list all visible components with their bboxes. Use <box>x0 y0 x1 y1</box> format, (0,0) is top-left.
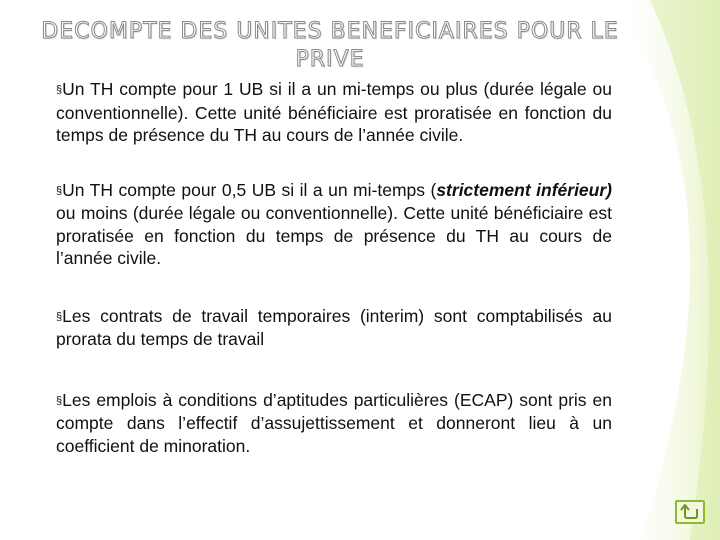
bullet-icon: § <box>56 394 63 407</box>
list-item-text: Les emplois à conditions d’aptitudes particulières (ECAP) sont pris en compte dans l’effectif d’assujettissement et donneront lieu à un coefficient de minoration. <box>56 389 612 456</box>
return-arrow-icon <box>680 504 700 520</box>
list-item-text: ou moins (durée légale ou conventionnelle). Cette unité bénéficiaire est proratisée en fonction du temps de présence du TH au cours de l’année civile. <box>56 203 612 268</box>
bullet-icon: § <box>56 184 63 197</box>
bullet-icon: § <box>56 310 63 323</box>
list-item-text: Les contrats de travail temporaires (interim) sont comptabilisés au prorata du temps de travail <box>56 305 612 349</box>
bullet-list <box>56 78 612 457</box>
list-item <box>56 305 612 351</box>
bullet-icon: § <box>56 84 63 96</box>
list-item <box>56 78 612 147</box>
emphasis-text: strictement inférieur) <box>436 179 612 200</box>
list-item-text: Un TH compte pour 1 UB si il a un mi-temps ou plus (durée légale ou conventionnelle). Cette unité bénéficiaire est proratisée en fonction du temps de présence du TH au cours de l’année civile. <box>56 79 612 145</box>
return-button[interactable] <box>675 500 705 524</box>
page-title: DECOMPTE DES UNITES BENEFICIAIRES POUR LE PRIVE <box>41 19 619 72</box>
list-item <box>56 179 612 270</box>
list-item <box>56 389 612 458</box>
list-item-text: Un TH compte pour 0,5 UB si il a un mi-temps ( <box>62 179 437 200</box>
